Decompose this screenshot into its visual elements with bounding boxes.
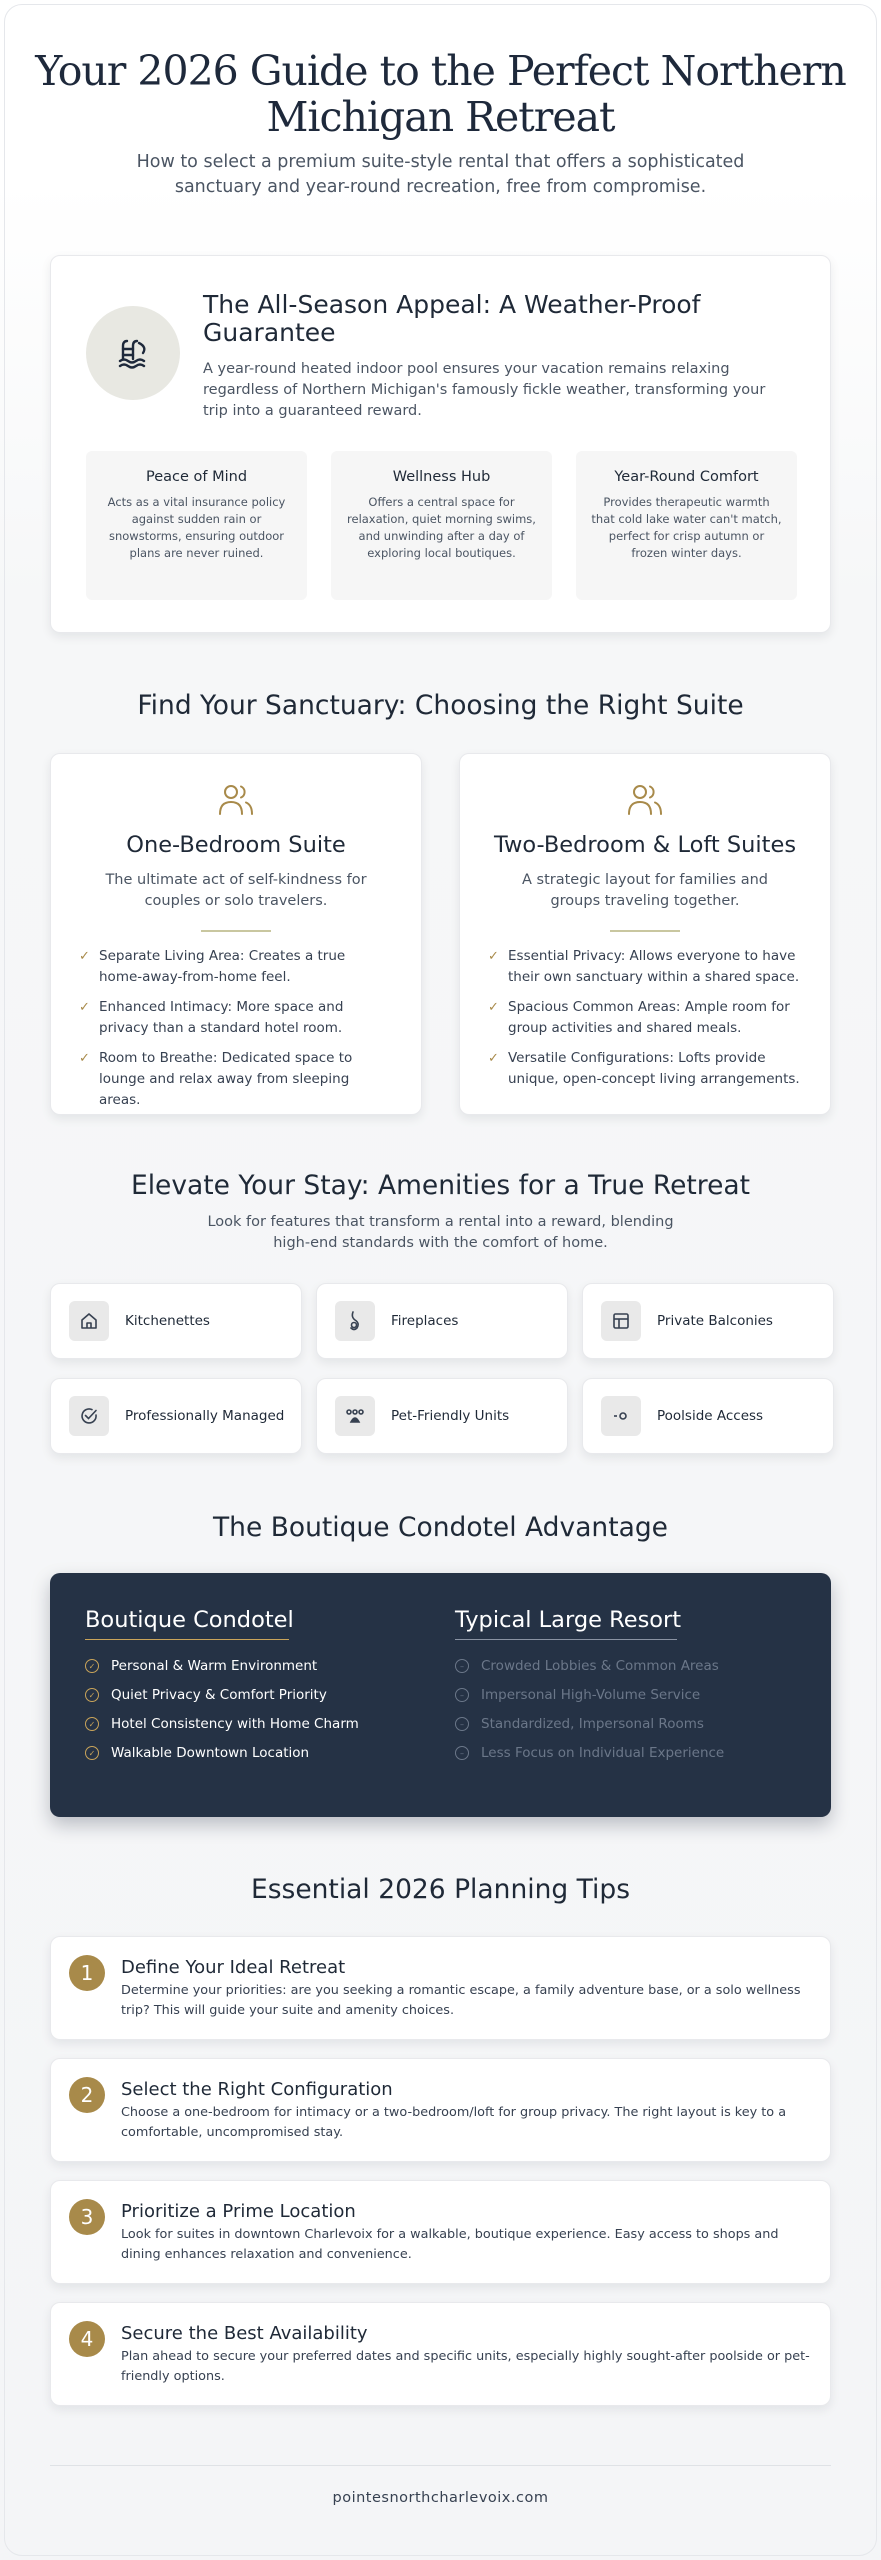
minus-circle-icon: – [455, 1688, 469, 1702]
tip-title: Secure the Best Availability [121, 2323, 368, 2344]
amenity-pet-friendly [316, 1378, 568, 1454]
users-icon [51, 782, 421, 820]
tip-number: 4 [69, 2321, 105, 2357]
feature-title: Wellness Hub [392, 469, 491, 485]
amenity-fireplaces [316, 1283, 568, 1359]
amenity-poolside-access [582, 1378, 834, 1454]
pool-icon [86, 306, 180, 400]
condotel-section-title: The Boutique Condotel Advantage [213, 1512, 668, 1543]
tip-title: Prioritize a Prime Location [121, 2201, 356, 2222]
suite-title: Two-Bedroom & Loft Suites [493, 832, 797, 858]
amenity-kitchenettes [50, 1283, 302, 1359]
feature-text: Acts as a vital insurance policy against sudden rain or snowstorms, ensuring outdoor plans are never ruined. [107, 495, 286, 560]
tip-text: Choose a one-bedroom for intimacy or a two-bedroom/loft for group privacy. The right layout is key to a comfortable, uncompromised stay. [121, 2105, 787, 2140]
all-season-title: The All-Season Appeal: A Weather-Proof Guarantee [203, 290, 701, 347]
tip-card [50, 2180, 831, 2284]
resort-column [455, 1607, 795, 1774]
all-season-card [50, 255, 831, 633]
check-circle-icon: ✓ [85, 1717, 99, 1731]
suite-description: A strategic layout for families and groups traveling together. [522, 872, 768, 909]
condotel-column-title: Boutique Condotel [85, 1607, 294, 1633]
amenity-label: Professionally Managed [125, 1408, 285, 1424]
suite-description: The ultimate act of self-kindness for couples or solo travelers. [105, 872, 367, 909]
feature-text: Offers a central space for relaxation, quiet morning swims, and unwinding after a day of exploring local boutiques. [347, 495, 536, 560]
resort-column-title: Typical Large Resort [455, 1607, 682, 1633]
check-icon: ✓ [488, 1051, 499, 1066]
tip-number: 2 [69, 2077, 105, 2113]
window-icon [601, 1301, 641, 1341]
amenity-label: Poolside Access [657, 1408, 764, 1424]
feature-peace-of-mind [86, 451, 307, 600]
suite-card-two-bedroom [459, 753, 831, 1115]
feature-title: Peace of Mind [145, 469, 248, 485]
list-item: – Less Focus on Individual Experience [455, 1745, 795, 1761]
amenities-section-title: Elevate Your Stay: Amenities for a True Retreat [130, 1170, 751, 1201]
users-icon [460, 782, 830, 820]
check-icon: ✓ [488, 949, 499, 964]
list-item: ✓ Enhanced Intimacy: More space and privacy than a standard hotel room. [79, 999, 344, 1036]
check-icon: ✓ [79, 1000, 90, 1015]
tip-text: Plan ahead to secure your preferred dates and specific units, especially highly sought-after poolside or pet-friendly options. [121, 2349, 810, 2384]
suite-title: One-Bedroom Suite [126, 832, 346, 858]
list-item: – Impersonal High-Volume Service [455, 1687, 795, 1703]
all-season-description: A year-round heated indoor pool ensures your vacation remains relaxing regardless of Northern Michigan's famously fickle weather, transforming your trip into a guaranteed reward. [203, 361, 766, 419]
divider [455, 1639, 677, 1640]
list-item: – Standardized, Impersonal Rooms [455, 1716, 795, 1732]
list-item: ✓ Spacious Common Areas: Ample room for group activities and shared meals. [488, 999, 790, 1036]
feature-text: Provides therapeutic warmth that cold lake water can't match, perfect for crisp autumn or frozen winter days. [591, 495, 782, 560]
tips-section-title: Essential 2026 Planning Tips [250, 1874, 631, 1905]
footer-site-link[interactable]: pointesnorthcharlevoix.com [332, 2490, 549, 2506]
amenity-label: Private Balconies [657, 1313, 773, 1329]
list-item: – Crowded Lobbies & Common Areas [455, 1658, 795, 1674]
list-item: ✓ Essential Privacy: Allows everyone to have their own sanctuary within a shared space. [488, 948, 800, 985]
tip-card [50, 2302, 831, 2406]
amenity-professionally-managed [50, 1378, 302, 1454]
page-title: Your 2026 Guide to the Perfect Northern Michigan Retreat [35, 47, 846, 141]
page-subtitle: How to select a premium suite-style rental that offers a sophisticated sanctuary and year-round recreation, free from compromise. [136, 152, 745, 197]
minus-circle-icon: – [455, 1659, 469, 1673]
divider [85, 1639, 289, 1640]
minus-circle-icon: – [455, 1746, 469, 1760]
tip-text: Determine your priorities: are you seeking a romantic escape, a family adventure base, or a solo wellness trip? This will guide your suite and amenity choices. [121, 1983, 801, 2018]
amenities-subtitle: Look for features that transform a rental into a reward, blending high-end standards with the comfort of home. [207, 1214, 674, 1251]
tip-card [50, 1936, 831, 2040]
check-circle-icon [69, 1396, 109, 1436]
list-item: ✓ Versatile Configurations: Lofts provide unique, open-concept living arrangements. [488, 1050, 800, 1087]
divider [201, 930, 271, 932]
minus-circle-icon: – [455, 1717, 469, 1731]
pool-access-icon [601, 1396, 641, 1436]
amenity-private-balconies [582, 1283, 834, 1359]
amenity-label: Pet-Friendly Units [391, 1408, 510, 1424]
tip-title: Define Your Ideal Retreat [121, 1957, 346, 1978]
all-season-features [86, 451, 797, 600]
list-item: ✓ Personal & Warm Environment [85, 1658, 425, 1674]
feature-title: Year-Round Comfort [614, 469, 759, 485]
tip-text: Look for suites in downtown Charlevoix for a walkable, boutique experience. Easy access to shops and dining enhances relaxation and convenience. [121, 2227, 779, 2262]
tip-number: 3 [69, 2199, 105, 2235]
list-item: ✓ Walkable Downtown Location [85, 1745, 425, 1761]
tip-card [50, 2058, 831, 2162]
condotel-column [85, 1607, 425, 1774]
paw-icon [335, 1396, 375, 1436]
list-item: ✓ Separate Living Area: Creates a true home-away-from-home feel. [79, 948, 346, 985]
check-circle-icon: ✓ [85, 1659, 99, 1673]
check-icon: ✓ [79, 1051, 90, 1066]
condotel-comparison [50, 1573, 831, 1817]
check-icon: ✓ [488, 1000, 499, 1015]
suite-points [460, 946, 830, 1090]
amenity-label: Kitchenettes [125, 1313, 210, 1329]
list-item: ✓ Hotel Consistency with Home Charm [85, 1716, 425, 1732]
suite-points [51, 946, 421, 1111]
amenity-label: Fireplaces [391, 1313, 459, 1329]
check-circle-icon: ✓ [85, 1688, 99, 1702]
list-item: ✓ Quiet Privacy & Comfort Priority [85, 1687, 425, 1703]
footer-divider [50, 2465, 831, 2466]
tip-number: 1 [69, 1955, 105, 1991]
fire-icon [335, 1301, 375, 1341]
home-icon [69, 1301, 109, 1341]
suite-card-one-bedroom [50, 753, 422, 1115]
divider [610, 930, 680, 932]
feature-wellness-hub [331, 451, 552, 600]
check-icon: ✓ [79, 949, 90, 964]
list-item: ✓ Room to Breathe: Dedicated space to lounge and relax away from sleeping areas. [79, 1050, 353, 1108]
check-circle-icon: ✓ [85, 1746, 99, 1760]
tip-title: Select the Right Configuration [121, 2079, 393, 2100]
suites-section-title: Find Your Sanctuary: Choosing the Right Suite [137, 690, 744, 721]
feature-year-round-comfort [576, 451, 797, 600]
